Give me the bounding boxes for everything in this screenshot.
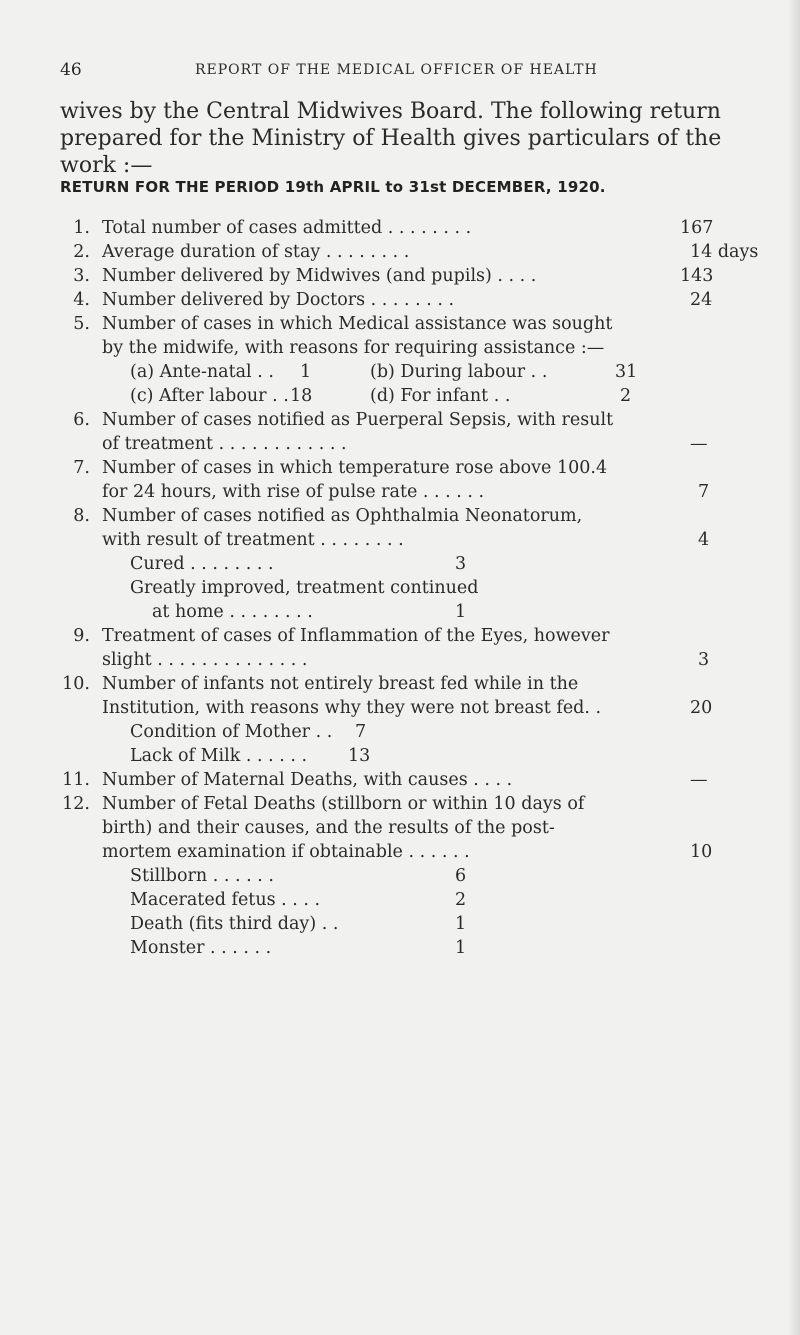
sub-label: (b) During labour . . (370, 362, 548, 382)
item-text: Number delivered by Doctors . . . . . . . . (102, 290, 455, 310)
item-value: 20 (690, 698, 713, 718)
item-text: Treatment of cases of Inflammation of the Eyes, however (102, 626, 610, 646)
item-text: by the midwife, with reasons for requiring assistance :— (102, 338, 605, 358)
sub-label: at home . . . . . . . . (152, 602, 313, 622)
item-number: 1. (73, 218, 90, 238)
item-text: birth) and their causes, and the results of the post- (102, 818, 555, 838)
running-head: REPORT OF THE MEDICAL OFFICER OF HEALTH (195, 62, 598, 78)
sub-value: 3 (455, 554, 467, 574)
item-value: — (690, 434, 708, 454)
item-number: 10. (62, 674, 90, 694)
item-text: Number of cases notified as Puerperal Sepsis, with result (102, 410, 614, 430)
item-text: Number of infants not entirely breast fed while in the (102, 674, 579, 694)
item-number: 3. (73, 266, 90, 286)
sub-label: Lack of Milk . . . . . . (130, 746, 308, 766)
item-text: Number of cases notified as Ophthalmia Neonatorum, (102, 506, 583, 526)
sub-value: 1 (455, 602, 467, 622)
sub-value: 1 (455, 914, 467, 934)
item-value: 167 (680, 218, 714, 238)
sub-value: 13 (348, 746, 371, 766)
intro-paragraph: wives by the Central Midwives Board. The following return prepared for the Ministry of Health gives particulars of the work :— (60, 99, 722, 178)
item-text: Total number of cases admitted . . . . . . . . (102, 218, 472, 238)
item-text: mortem examination if obtainable . . . . . . (102, 842, 470, 862)
item-number: 12. (62, 794, 90, 814)
sub-label: Condition of Mother . . (130, 722, 333, 742)
item-number: 6. (73, 410, 90, 430)
item-number: 8. (73, 506, 90, 526)
sub-label: Death (fits third day) . . (130, 914, 339, 934)
sub-label: Cured . . . . . . . . (130, 554, 274, 574)
sub-value: 18 (290, 386, 313, 406)
sub-value: 7 (355, 722, 367, 742)
item-value: 14 days (690, 242, 759, 262)
sub-value: 2 (455, 890, 467, 910)
return-heading: RETURN FOR THE PERIOD 19th APRIL to 31st DECEMBER, 1920. (60, 178, 606, 196)
item-text: Number delivered by Midwives (and pupils) . . . . (102, 266, 537, 286)
sub-label: Macerated fetus . . . . (130, 890, 321, 910)
sub-label: Stillborn . . . . . . (130, 866, 274, 886)
sub-label: Monster . . . . . . (130, 938, 272, 958)
sub-value: 2 (620, 386, 632, 406)
sub-label: (d) For infant . . (370, 386, 511, 406)
item-text: Average duration of stay . . . . . . . . (102, 242, 410, 262)
item-number: 5. (73, 314, 90, 334)
sub-value: 1 (455, 938, 467, 958)
item-number: 2. (73, 242, 90, 262)
item-number: 4. (73, 290, 90, 310)
item-value: — (690, 770, 708, 790)
sub-value: 1 (300, 362, 312, 382)
item-value: 3 (698, 650, 710, 670)
item-text: Number of Fetal Deaths (stillborn or within 10 days of (102, 794, 585, 814)
item-number: 11. (62, 770, 90, 790)
sub-label: (c) After labour . . (130, 386, 289, 406)
item-text: Number of cases in which Medical assistance was sought (102, 314, 613, 334)
item-text: with result of treatment . . . . . . . . (102, 530, 404, 550)
sub-value: 31 (615, 362, 638, 382)
item-text: for 24 hours, with rise of pulse rate . . . . . . (102, 482, 485, 502)
item-value: 143 (680, 266, 714, 286)
item-text: Number of Maternal Deaths, with causes . . . . (102, 770, 513, 790)
item-value: 10 (690, 842, 713, 862)
item-value: 24 (690, 290, 713, 310)
page-number: 46 (60, 60, 82, 80)
sub-label: (a) Ante-natal . . (130, 362, 274, 382)
item-value: 7 (698, 482, 710, 502)
sub-label: Greatly improved, treatment continued (130, 578, 479, 598)
item-value: 4 (698, 530, 710, 550)
item-text: Number of cases in which temperature rose above 100.4 (102, 458, 608, 478)
item-text: Institution, with reasons why they were not breast fed. . (102, 698, 602, 718)
item-text: of treatment . . . . . . . . . . . . (102, 434, 347, 454)
page-edge-shadow (788, 0, 800, 1335)
item-number: 7. (73, 458, 90, 478)
item-text: slight . . . . . . . . . . . . . . (102, 650, 308, 670)
sub-value: 6 (455, 866, 467, 886)
item-number: 9. (73, 626, 90, 646)
